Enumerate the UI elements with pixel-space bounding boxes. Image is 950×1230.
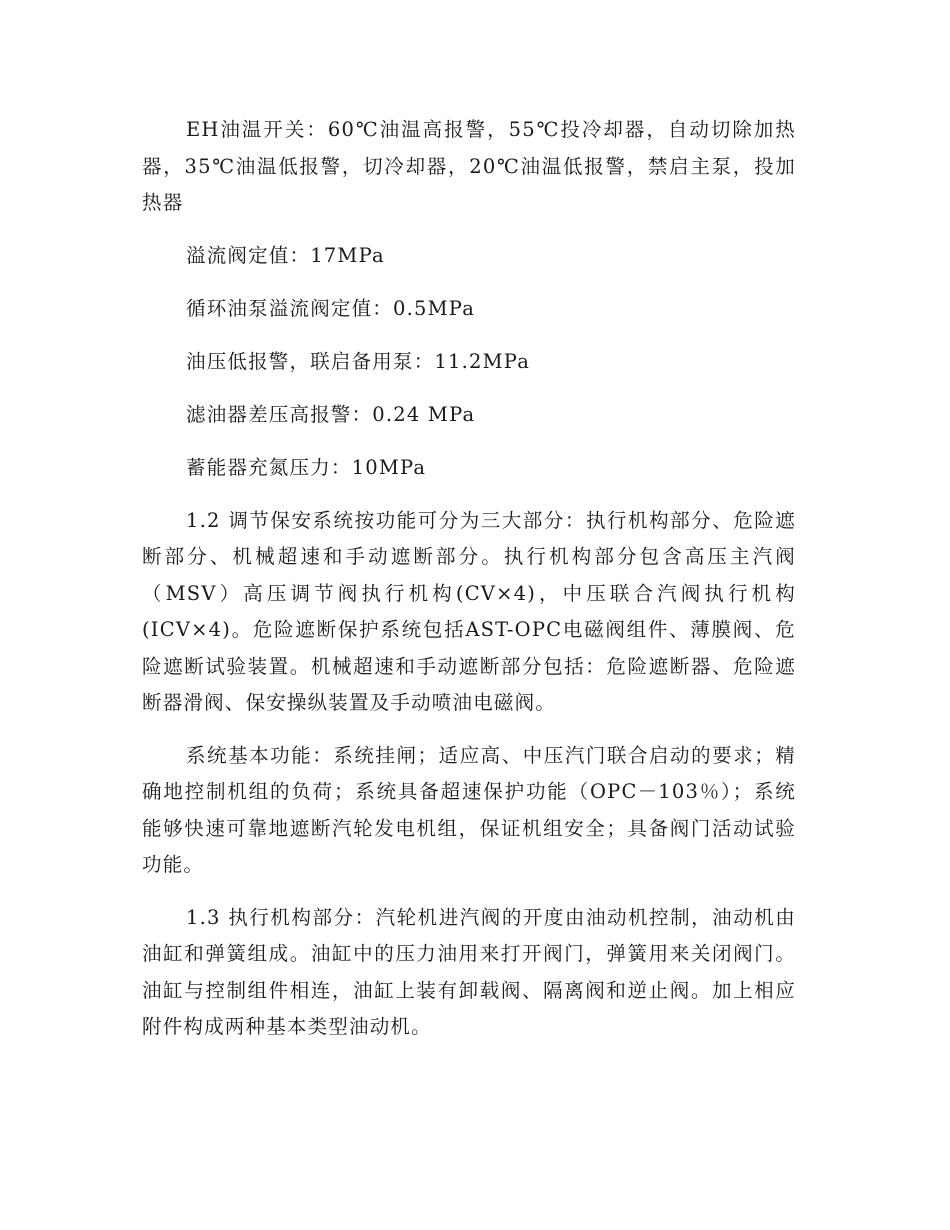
section-1-2-paragraph: 1.2 调节保安系统按功能可分为三大部分：执行机构部分、危险遮断部分、机械超速和手动遮断部分。执行机构部分包含高压主汽阀（MSV）高压调节阀执行机构(CV×4)，中压联合汽阀执行机构(ICV×4)。危险遮断保护系统包括AST-OPC电磁阀组件、薄膜阀、危险遮断试验装置。机械超速和手动遮断部分包括：危险遮断器、危险遮断器滑阀、保安操纵装置及手动喷油电磁阀。 <box>142 508 796 714</box>
low-oil-pressure-alarm-paragraph: 油压低报警，联启备用泵：11.2MPa <box>186 349 531 373</box>
system-basic-functions-paragraph: 系统基本功能：系统挂闸；适应高、中压汽门联合启动的要求；精确地控制机组的负荷；系统具备超速保护功能（OPC－103％）；系统能够快速可靠地遮断汽轮发电机组，保证机组安全；具备阀门活动试验功能。 <box>142 743 796 876</box>
eh-oil-temp-switch-paragraph: EH油温开关：60℃油温高报警，55℃投冷却器，自动切除加热器，35℃油温低报警，切冷却器，20℃油温低报警，禁启主泵，投加热器 <box>142 118 796 214</box>
document-body <box>142 112 796 1062</box>
relief-valve-setting-paragraph: 溢流阀定值：17MPa <box>186 243 385 267</box>
circulating-pump-relief-valve-paragraph: 循环油泵溢流阀定值：0.5MPa <box>186 296 476 320</box>
filter-differential-pressure-paragraph: 滤油器差压高报警：0.24 MPa <box>186 402 476 426</box>
section-1-3-paragraph: 1.3 执行机构部分：汽轮机进汽阀的开度由油动机控制，油动机由油缸和弹簧组成。油缸中的压力油用来打开阀门，弹簧用来关闭阀门。油缸与控制组件相连，油缸上装有卸载阀、隔离阀和逆止阀。加上相应附件构成两种基本类型油动机。 <box>142 905 796 1038</box>
accumulator-nitrogen-pressure-paragraph: 蓄能器充氮压力：10MPa <box>186 455 427 479</box>
